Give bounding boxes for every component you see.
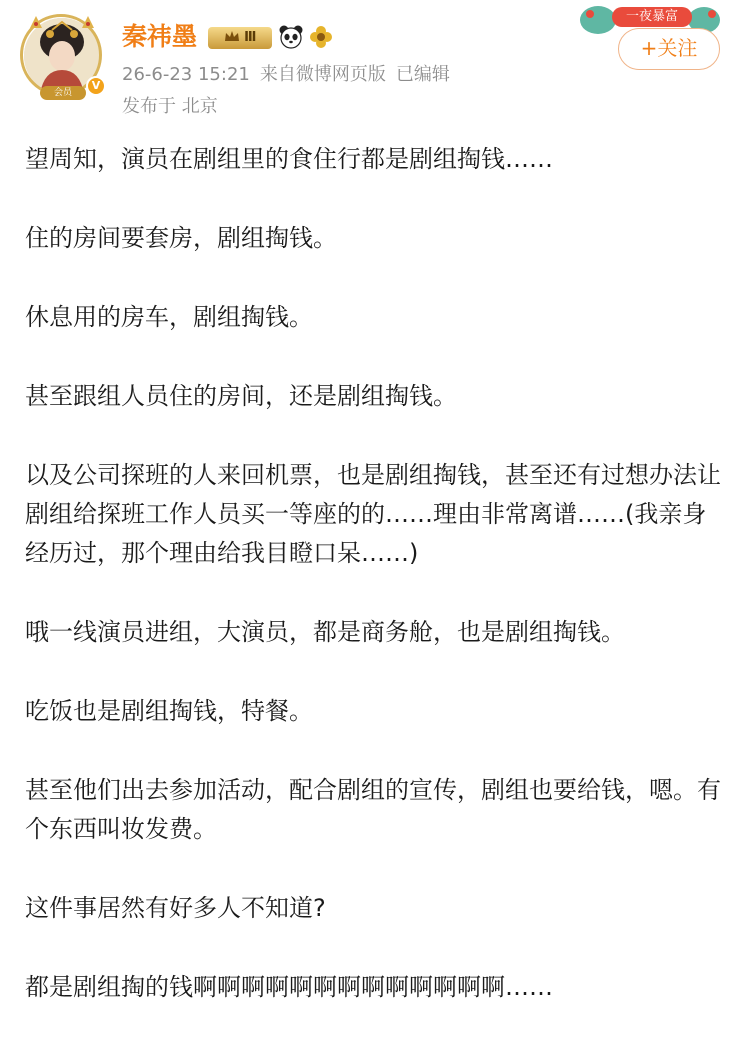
post-paragraph: 甚至他们出去参加活动，配合剧组的宣传，剧组也要给钱，嗯。有个东西叫妆发费。 [25, 776, 721, 843]
post-paragraph: 望周知，演员在剧组里的食住行都是剧组掏钱…… [25, 145, 553, 173]
post-paragraph: 哦一线演员进组，大演员，都是商务舱，也是剧组掏钱。 [25, 618, 625, 646]
post-location: 发布于 北京 [122, 96, 218, 117]
post-meta [122, 62, 460, 88]
post-content [25, 140, 730, 1007]
post-paragraph: 住的房间要套房，剧组掏钱。 [25, 224, 337, 252]
post-source: 来自微博网页版 [259, 64, 386, 85]
panda-icon [278, 24, 304, 50]
avatar[interactable] [20, 14, 104, 98]
post-paragraph: 休息用的房车，剧组掏钱。 [25, 303, 313, 331]
vip-level: Ⅲ [244, 30, 257, 45]
post-paragraph: 甚至跟组人员住的房间，还是剧组掏钱。 [25, 382, 457, 410]
post-paragraph: 吃饭也是剧组掏钱，特餐。 [25, 697, 313, 725]
post-paragraph: 以及公司探班的人来回机票，也是剧组掏钱，甚至还有过想办法让剧组给探班工作人员买一等座的的……理由非常离谱……(我亲身经历过，那个理由给我目瞪口呆……) [25, 461, 721, 567]
truncation-fade [590, 1005, 746, 1050]
user-name[interactable]: 秦祎墨 [122, 22, 198, 51]
flower-icon [308, 24, 334, 50]
banner-label: 一夜暴富 [612, 7, 692, 27]
avatar-frame-ornament-icon [26, 14, 98, 30]
crown-icon [224, 30, 240, 42]
follow-button[interactable]: +关注 [618, 28, 720, 70]
avatar-badge: 会员 [40, 86, 86, 100]
vip-badge[interactable] [208, 27, 272, 49]
post-timestamp[interactable]: 26-6-23 15:21 [122, 64, 250, 85]
post-paragraph: 这件事居然有好多人不知道? [25, 894, 326, 922]
verified-icon: V [86, 76, 106, 96]
edited-label[interactable]: 已编辑 [395, 64, 450, 85]
post-paragraph-truncated: 都是剧组掏的钱啊啊啊啊啊啊啊啊啊啊啊啊啊…… [25, 973, 553, 1001]
post-header [0, 0, 746, 125]
